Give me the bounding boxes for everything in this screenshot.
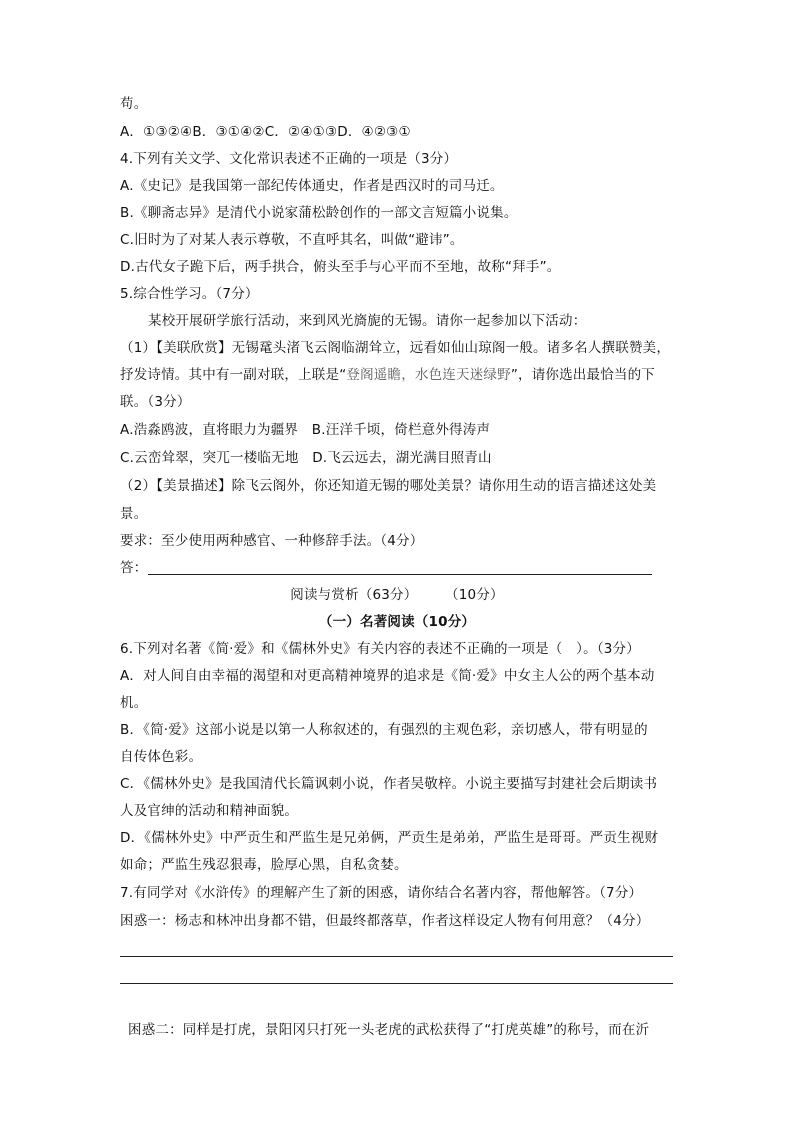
question-6-stem: 6.下列对名著《简·爱》和《儒林外史》有关内容的表述不正确的一项是（ ）。（3分） xyxy=(120,641,640,657)
question-5-requirement: 要求：至少使用两种感官、一种修辞手法。（4分） xyxy=(120,533,424,549)
text-line: 如命；严监生残忍狠毒，脸厚心黑，自私贪婪。 xyxy=(120,857,408,873)
text-line: 联。（3分） xyxy=(120,394,191,410)
question-3-options: A．①③②④B．③①④②C．②④①③D．④②③① xyxy=(120,124,411,140)
question-4-option-a: A.《史记》是我国第一部纪传体通史，作者是西汉时的司马迁。 xyxy=(120,178,504,194)
question-6-option-c: C．《儒林外史》是我国清代长篇讽刺小说，作者吴敬梓。小说主要描写封建社会后期读书 xyxy=(120,776,658,792)
text-line: 苟。 xyxy=(120,96,148,112)
question-4-option-b: B.《聊斋志异》是清代小说家蒲松龄创作的一部文言短篇小说集。 xyxy=(120,205,518,221)
question-5-stem: 5.综合性学习。（7分） xyxy=(120,286,259,302)
text-fragment: 抒发诗情。其中有一副对联，上联是“ xyxy=(120,367,347,383)
text-fragment: ”，请你选出最恰当的下 xyxy=(510,367,656,383)
question-5-part1: （1）【美联欣赏】无锡鼋头渚飞云阁临湖耸立，远看如仙山琼阁一般。诸多名人撰联赞美， xyxy=(120,340,671,356)
text-line: 自传体色彩。 xyxy=(120,749,203,765)
answer-line[interactable] xyxy=(148,574,652,575)
text-line: 景。 xyxy=(120,506,148,522)
question-6-option-b: B．《简·爱》这部小说是以第一人称叙述的，有强烈的主观色彩，亲切感人，带有明显的 xyxy=(120,722,648,738)
question-5-part2: （2）【美景描述】除飞云阁外，你还知道无锡的哪处美景？请你用生动的语言描述这处美 xyxy=(120,478,657,494)
question-4-option-c: C.旧时为了对某人表示尊敬，不直呼其名，叫做“避讳”。 xyxy=(120,232,464,248)
question-5-intro: 某校开展研学旅行活动，来到风光旖旎的无锡。请你一起参加以下活动： xyxy=(148,313,587,329)
question-6-option-d: D．《儒林外史》中严贡生和严监生是兄弟俩，严贡生是弟弟，严监生是哥哥。严贡生视财 xyxy=(120,830,659,846)
question-5-options-ab: A.浩淼鸥波，直将眼力为疆界 B.汪洋千顷，倚栏意外得涛声 xyxy=(120,422,491,438)
question-7-stem: 7.有同学对《水浒传》的理解产生了新的困惑，请你结合名著内容，帮他解答。（7分） xyxy=(120,885,643,901)
text-line: 机。 xyxy=(120,695,148,711)
question-5-part1-cont xyxy=(120,366,655,384)
answer-label: 答： xyxy=(120,560,148,576)
answer-line[interactable] xyxy=(120,956,673,957)
question-5-options-cd: C.云峦耸翠，突兀一楼临无地 D.飞云远去，湖光满目照青山 xyxy=(120,450,492,466)
answer-line[interactable] xyxy=(120,983,673,984)
section-title: 阅读与赏析（63分） （10分） xyxy=(290,587,504,603)
couplet-first-line: 登阁遥瞻，水色连天迷绿野 xyxy=(346,367,511,383)
question-4-stem: 4.下列有关文学、文化常识表述不正确的一项是（3分） xyxy=(120,151,458,167)
question-6-option-a: A．对人间自由幸福的渴望和对更高精神境界的追求是《简·爱》中女主人公的两个基本动 xyxy=(120,668,655,684)
question-7-puzzle-2: 困惑二：同样是打虎，景阳冈只打死一头老虎的武松获得了“打虎英雄”的称号，而在沂 xyxy=(128,1022,650,1038)
question-4-option-d: D.古代女子跪下后，两手拱合，俯头至手与心平而不至地，故称“拜手”。 xyxy=(120,259,561,275)
subsection-title: （一）名著阅读（10分） xyxy=(318,614,476,630)
text-line: 人及官绅的活动和精神面貌。 xyxy=(120,803,299,819)
question-7-puzzle-1: 困惑一：杨志和林冲出身都不错，但最终都落草，作者这样设定人物有何用意？（4分） xyxy=(120,913,650,929)
